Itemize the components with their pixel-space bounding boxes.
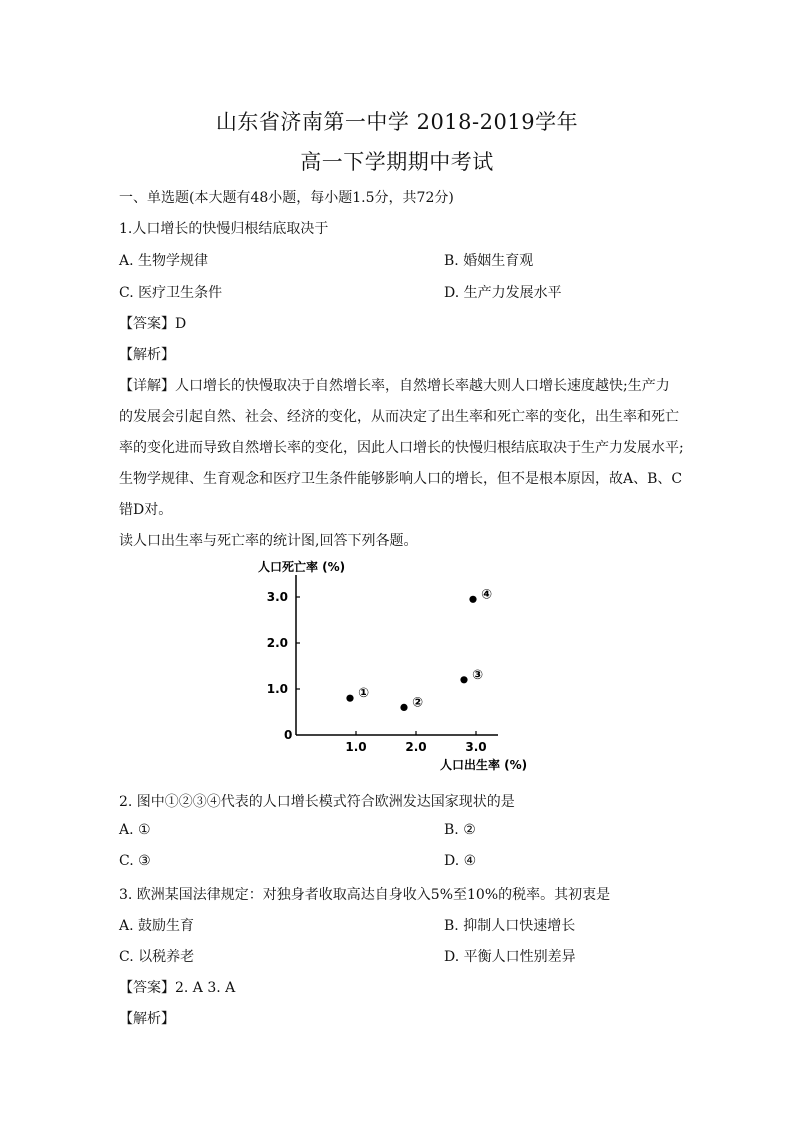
q2-q3-analysis-label: 【解析】 [119, 1011, 175, 1027]
q1-detail-line: 错D对。 [119, 502, 173, 518]
birth-death-rate-chart [248, 555, 548, 780]
doc-title-line1: 山东省济南第一中学 2018-2019学年 [215, 110, 579, 134]
chart-marks [267, 587, 492, 754]
chart-intro: 读人口出生率与死亡率的统计图,回答下列各题。 [119, 533, 418, 549]
q2-option-d: D. ④ [444, 853, 477, 869]
y-tick-label: 3.0 [266, 590, 288, 604]
q1-option-a: A. 生物学规律 [119, 253, 209, 269]
data-point [460, 676, 467, 683]
q1-detail-line: 率的变化进而导致自然增长率的变化，因此人口增长的快慢归根结底取决于生产力发展水平; [119, 440, 684, 456]
q1-analysis-label: 【解析】 [119, 347, 175, 363]
data-point [469, 596, 476, 603]
x-axis-label: 人口出生率 (%) [440, 758, 528, 772]
data-point-label: ② [412, 695, 424, 711]
q2-option-a: A. ① [119, 822, 151, 838]
data-point-label: ③ [472, 667, 484, 683]
q1-detail-line: 【详解】人口增长的快慢取决于自然增长率，自然增长率越大则人口增长速度越快;生产力 [119, 378, 670, 394]
q1-option-c: C. 医疗卫生条件 [119, 285, 223, 301]
q1-detail-line: 的发展会引起自然、社会、经济的变化，从而决定了出生率和死亡率的变化，出生率和死亡 [119, 409, 679, 425]
doc-title-line2: 高一下学期期中考试 [300, 150, 494, 174]
q3-option-b: B. 抑制人口快速增长 [444, 918, 576, 934]
data-point [346, 695, 353, 702]
q1-option-b: B. 婚姻生育观 [444, 253, 534, 269]
data-point-label: ④ [481, 587, 493, 603]
y-axis-label: 人口死亡率 (%) [258, 560, 346, 574]
q1-detail-line: 生物学规律、生育观念和医疗卫生条件能够影响人口的增长，但不是根本原因，故A、B、C [119, 471, 683, 487]
q2-q3-answer: 【答案】2. A 3. A [119, 980, 236, 996]
q2-option-b: B. ② [444, 822, 476, 838]
y-tick-label: 1.0 [266, 682, 288, 696]
q3-option-d: D. 平衡人口性别差异 [444, 949, 576, 965]
data-point-label: ① [358, 686, 370, 702]
q3-stem: 3. 欧洲某国法律规定：对独身者收取高达自身收入5%至10%的税率。其初衷是 [119, 887, 611, 903]
q3-option-c: C. 以税养老 [119, 949, 195, 965]
origin-label: 0 [284, 728, 293, 742]
data-point [400, 704, 407, 711]
q1-option-d: D. 生产力发展水平 [444, 285, 562, 301]
q1-stem: 1.人口增长的快慢归根结底取决于 [119, 221, 329, 237]
section-heading: 一、单选题(本大题有48小题，每小题1.5分，共72分) [119, 190, 454, 206]
x-tick-label: 2.0 [405, 740, 427, 754]
q2-option-c: C. ③ [119, 853, 151, 869]
x-tick-label: 3.0 [465, 740, 487, 754]
q3-option-a: A. 鼓励生育 [119, 918, 195, 934]
q2-stem: 2. 图中①②③④代表的人口增长模式符合欧洲发达国家现状的是 [119, 794, 515, 810]
y-tick-label: 2.0 [266, 636, 288, 650]
q1-answer: 【答案】D [119, 316, 187, 332]
x-tick-label: 1.0 [345, 740, 367, 754]
